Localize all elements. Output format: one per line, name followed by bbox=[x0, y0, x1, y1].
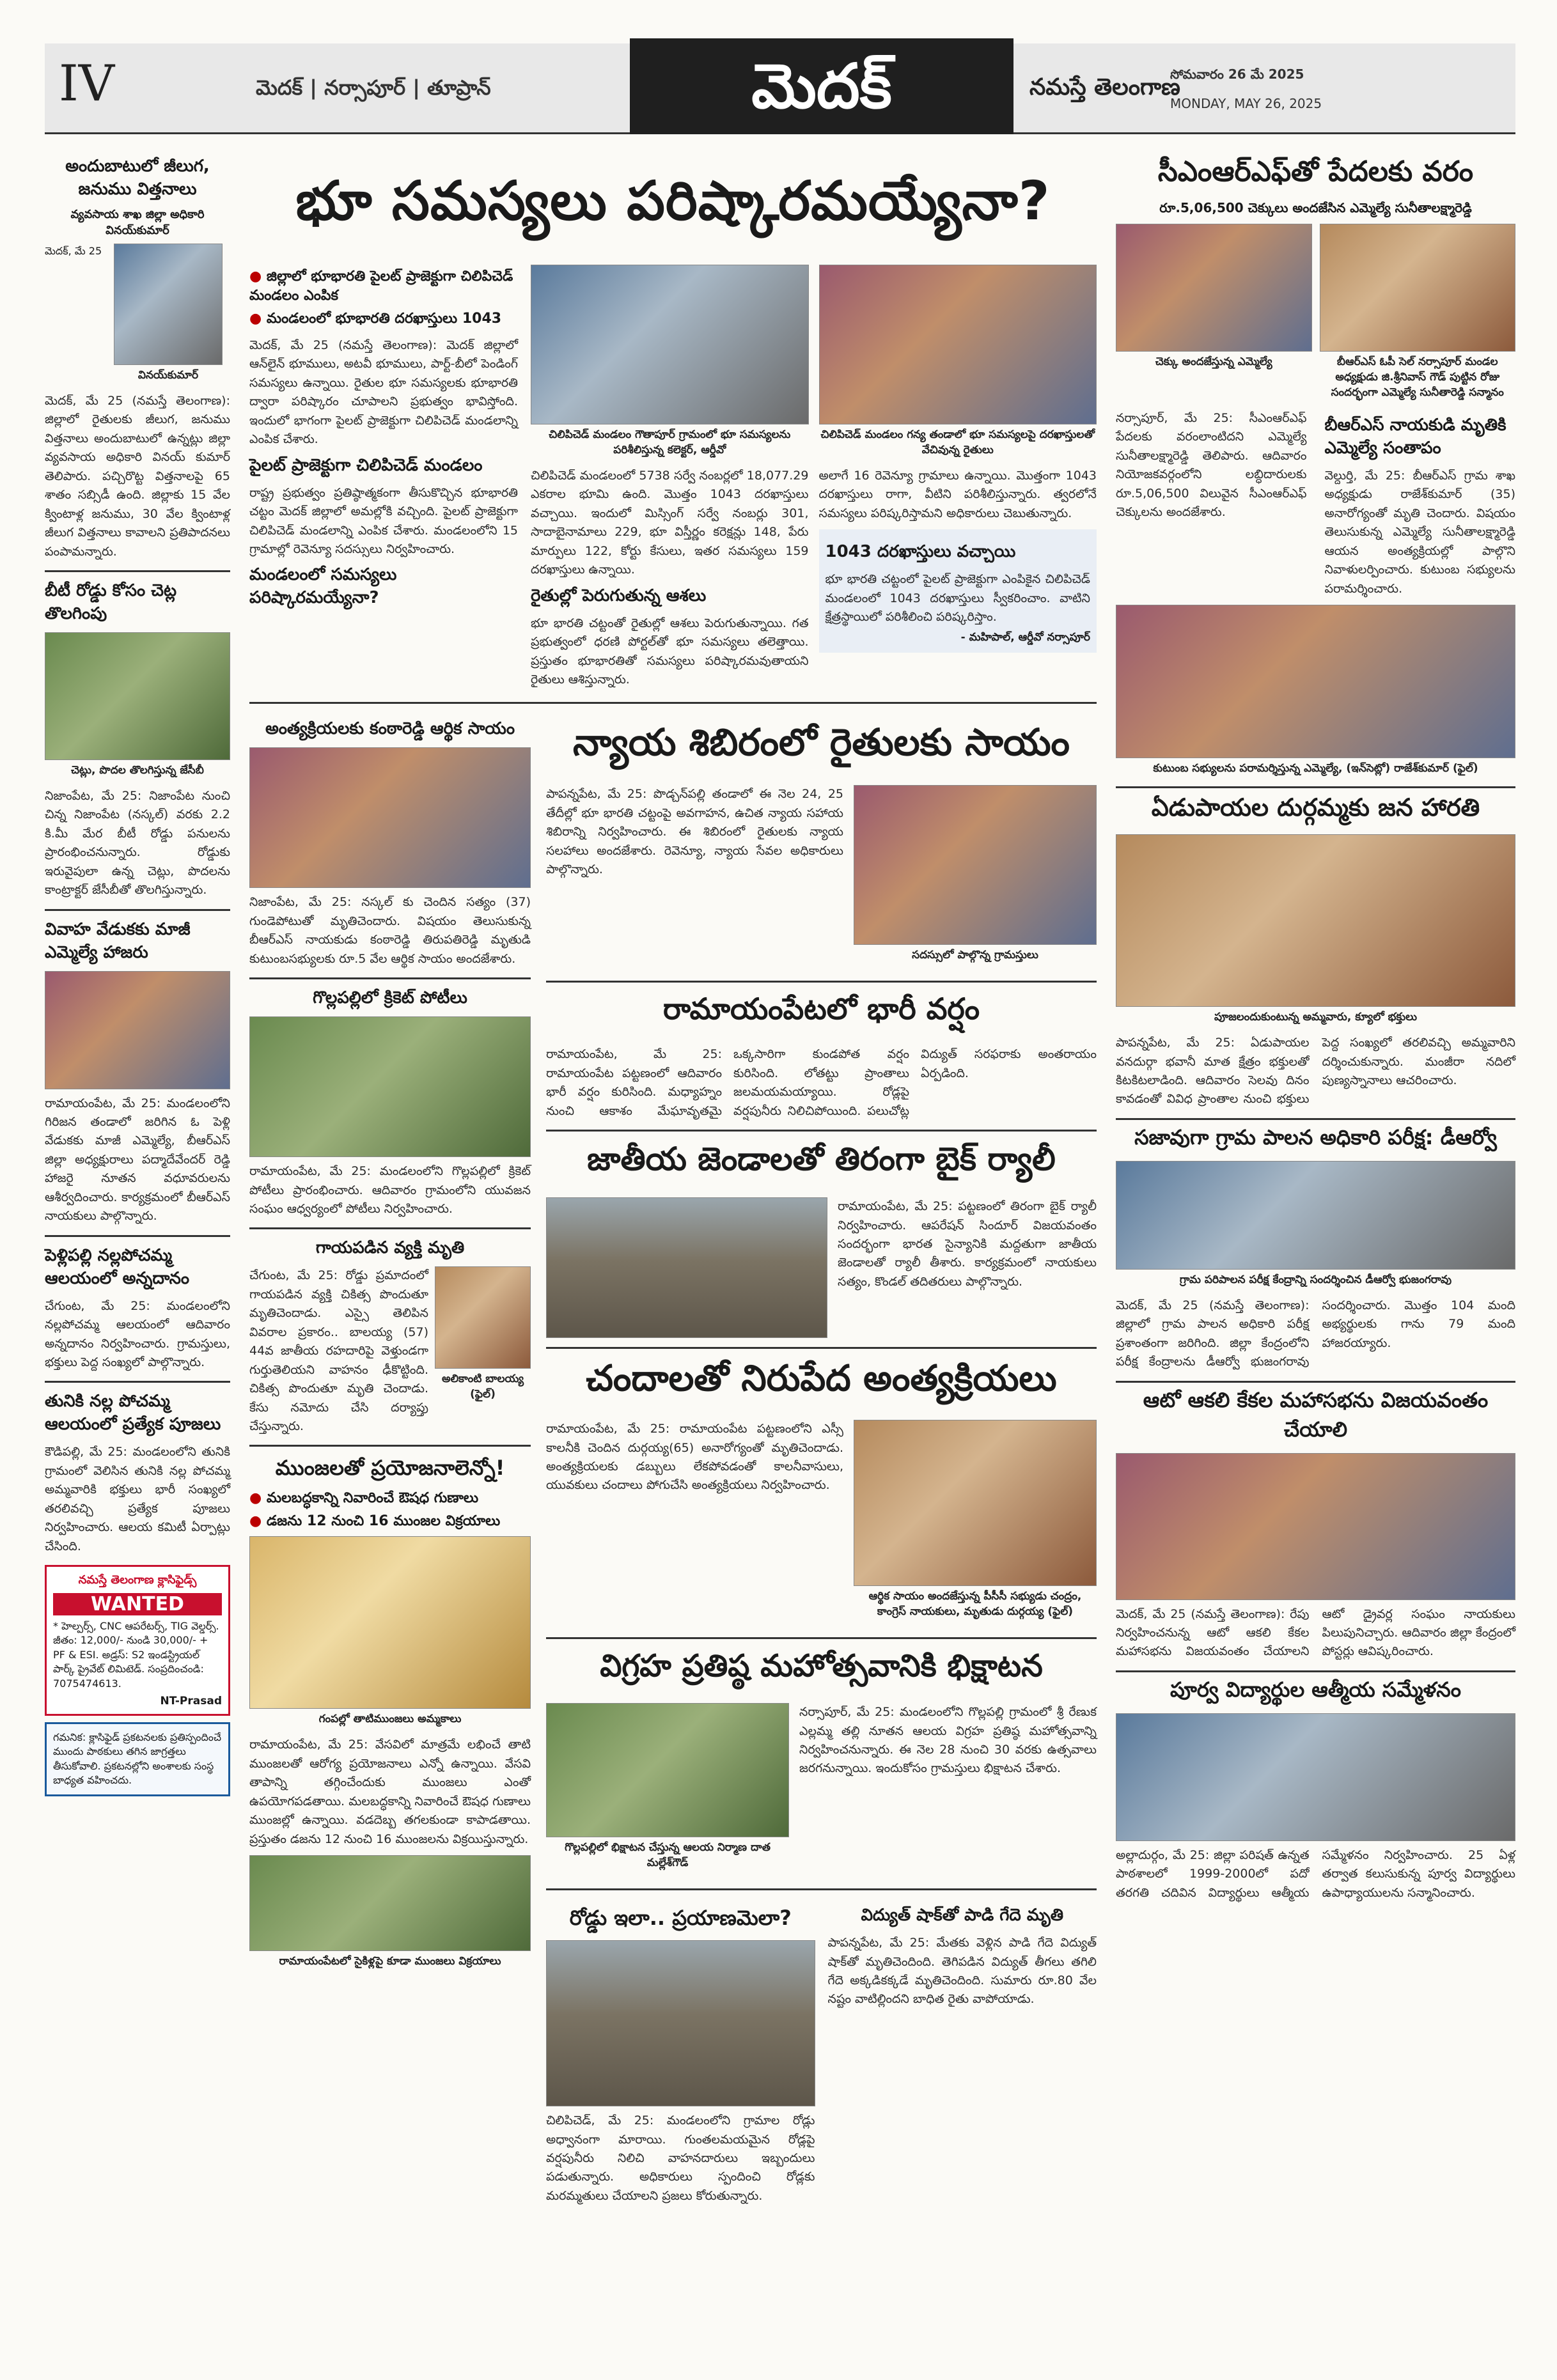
victim-photo bbox=[435, 1266, 531, 1369]
right-column bbox=[1116, 150, 1515, 1902]
rain-body: రామాయంపేట, మే 25: రామాయంపేట పట్టణంలో ఆదివారం భారీ వర్షం కురిసింది. మధ్యాహ్నం నుంచి ఆకాశం మేఘావృతమై ఒక్కసారిగా కుండపోత వర్షం కురిసింది. లోతట్టు ప్రాంతాలు జలమయమయ్యాయి. రోడ్లపై వర్షపునీరు నిలిచిపోయింది. పలుచోట్ల విద్యుత్ సరఫరాకు అంతరాయం ఏర్పడింది. bbox=[546, 1047, 1097, 1118]
seeds-subhead: వ్యవసాయ శాఖ జిల్లా అధికారి వినయ్‌కుమార్ bbox=[70, 208, 205, 237]
cricket-headline: గొల్లపల్లిలో క్రికెట్ పోటీలు bbox=[313, 988, 467, 1008]
classified-brand: నమస్తే తెలంగాణ క్లాసిఫైడ్స్ bbox=[78, 1573, 197, 1587]
farmers-caption: చిలిపిచెడ్ మండలం గన్య తండాలో భూ సమస్యలపై దరఖాస్తులతో వేచివున్న రైతులు bbox=[820, 428, 1095, 456]
officer-caption: వినయ్‌కుమార్ bbox=[137, 369, 199, 382]
condolence-body: వెల్దుర్తి, మే 25: బీఆర్‌ఎస్ గ్రామ శాఖ అధ్యక్షుడు రాజేశ్‌కుమార్ (35) అనారోగ్యంతో మృతి చెందారు. విషయం తెలుసుకున్న ఎమ్మెల్యే సునీతాలక్ష్మారెడ్డి ఆయన అంత్యక్రియల్లో పాల్గొని నివాళులర్పించారు. కుటుంబ సభ్యులను పరామర్శించారు. bbox=[1324, 469, 1515, 596]
quote-body: భూ భారతి చట్టంలో పైలట్ ప్రాజెక్టుగా ఎంపికైన చిలిపిచెడ్ మండలంలో 1043 దరఖాస్తులు స్వీకరించాం. వాటిని క్షేత్రస్థాయిలో పరిశీలించి పరిష్కరిస్తాం. bbox=[825, 572, 1090, 625]
road-headline: రోడ్డు ఇలా.. ప్రయాణమెలా? bbox=[569, 1906, 792, 1931]
condolence-caption: కుటుంబ సభ్యులను పరామర్శిస్తున్న ఎమ్మెల్యే, (ఇన్‌సెట్లో) రాజేశ్‌కుమార్ (ఫైల్) bbox=[1153, 762, 1478, 775]
auto-headline: ఆటో ఆకలి కేకల మహాసభను విజయవంతం చేయాలి bbox=[1116, 1381, 1515, 1447]
cmrf-headline: సీఎంఆర్‌ఎఫ్‌తో పేదలకు వరం bbox=[1157, 155, 1474, 188]
shock-body: పాపన్నపేట, మే 25: మేతకు వెళ్లిన పాడి గేదె విద్యుత్ షాక్‌తో మృతిచెందింది. తెగిపడిన విద్యుత్ తీగలు తగిలి గేదె అక్కడికక్కడే మృతిచెందింది. సుమారు రూ.80 వేల నష్టం వాటిల్లిందని బాధిత రైతు వాపోయాడు. bbox=[827, 1936, 1097, 2007]
hopes-subhead: రైతుల్లో పెరుగుతున్న ఆశలు bbox=[531, 586, 707, 605]
temple-photo bbox=[546, 1703, 789, 1837]
rain-headline: రామాయంపేటలో భారీ వర్షం bbox=[662, 992, 980, 1027]
alumni-headline: పూర్వ విద్యార్థుల ఆత్మీయ సమ్మేళనం bbox=[1116, 1670, 1515, 1707]
exam-body: మెదక్, మే 25 (నమస్తే తెలంగాణ): జిల్లాలో గ్రామ పాలన అధికారి పరీక్ష ప్రశాంతంగా జరిగింది. జిల్లా కేంద్రంలోని పరీక్ష కేంద్రాలను డీఆర్వో భుజంగరావు సందర్శించారు. మొత్తం 104 మంది అభ్యర్థులకు గాను 79 మంది హాజరయ్యారు. bbox=[1116, 1298, 1515, 1369]
seeds-body: మెదక్, మే 25 (నమస్తే తెలంగాణ): జిల్లాలో రైతులకు జీలుగ, జనుము విత్తనాలు అందుబాటులో ఉన్నట్లు జిల్లా వ్యవసాయ అధికారి వినయ్ కుమార్ తెలిపారు. పచ్చిరొట్ట విత్తనాలపై 65 శాతం సబ్సిడీ ఉంది. జిల్లాకు 15 వేల క్వింటాళ్ల జనుము, 30 వేల క్వింటాళ్ల జీలుగ విత్తనాలు కావాలని ప్రతిపాదనలు పంపామన్నారు. bbox=[45, 394, 230, 559]
funeral-aid-body: నిజాంపేట, మే 25: నస్కల్ కు చెందిన సత్యం (37) గుండెపోటుతో మృతిచెందారు. విషయం తెలుసుకున్న బీఆర్‌ఎస్ నాయకుడు కంఠారెడ్డి తిరుపతిరెడ్డి మృతుడి కుటుంబసభ్యులకు రూ.5 వేల ఆర్థిక సాయం అందజేశారు. bbox=[249, 895, 531, 966]
cricket-photo bbox=[249, 1016, 531, 1157]
condolence-headline: బీఆర్‌ఎస్ నాయకుడి మృతికి ఎమ్మెల్యే సంతాపం bbox=[1324, 416, 1506, 458]
brand-logo: నమస్తే తెలంగాణ bbox=[1029, 74, 1180, 100]
durgamma-photo bbox=[1116, 834, 1515, 1007]
poor-funeral-body: రామాయంపేట, మే 25: రామాయంపేట పట్టణంలోని ఎస్సీ కాలనీకి చెందిన దుర్గయ్య(65) అనారోగ్యంతో మృతిచెందాడు. అంత్యక్రియలకు డబ్బులు లేకపోవడంతో కాలనీవాసులు, యువకులు చందాలు పోగుచేసి అంత్యక్రియలు నిర్వహించారు. bbox=[546, 1422, 843, 1493]
cmrf-caption-1: చెక్కు అందజేస్తున్న ఎమ్మెల్యే bbox=[1155, 355, 1272, 368]
masthead bbox=[45, 43, 1515, 134]
seeds-body-intro: మెదక్, మే 25 bbox=[45, 245, 102, 257]
wedding-headline: వివాహ వేడుకకు మాజీ ఎమ్మెల్యే హాజరు bbox=[45, 919, 191, 962]
pochamma-headline: తునికి నల్ల పోచమ్మ ఆలయంలో ప్రత్యేక పూజలు bbox=[45, 1392, 221, 1435]
pilot-body: రాష్ట్ర ప్రభుత్వం ప్రతిష్ఠాత్మకంగా తీసుకొచ్చిన భూభారతి చట్టం మెదక్ జిల్లాలో అమల్లోకి వచ్చింది. పైలట్ ప్రాజెక్టుగా చిలిపిచెడ్ మండలాన్ని ఎంపిక చేశారు. మండలంలోని 15 గ్రామాల్లో రెవెన్యూ సదస్సులు నిర్వహించారు. bbox=[249, 485, 518, 556]
left-column bbox=[45, 150, 230, 1796]
exam-headline: సజావుగా గ్రామ పాలన అధికారి పరీక్ష: డీఆర్వో bbox=[1116, 1118, 1515, 1155]
date-english: MONDAY, MAY 26, 2025 bbox=[1170, 96, 1322, 111]
durgamma-caption: పూజలందుకుంటున్న అమ్మవారు, క్యూలో భక్తులు bbox=[1214, 1011, 1418, 1024]
temple-body: నర్సాపూర్, మే 25: మండలంలోని గొల్లపల్లి గ్రామంలో శ్రీ రేణుక ఎల్లమ్మ తల్లి నూతన ఆలయ విగ్రహ ప్రతిష్ఠ మహోత్సవాన్ని నిర్వహించనున్నారు. ఈ నెల 28 నుంచి 30 వరకు ఉత్సవాలు జరగనున్నాయి. ఇందుకోసం గ్రామస్తులు భిక్షాటన చేశారు. bbox=[799, 1705, 1097, 1776]
page-number: IV bbox=[59, 55, 115, 113]
rally-body: రామాయంపేట, మే 25: పట్టణంలో తిరంగా బైక్ ర్యాలీ నిర్వహించారు. ఆపరేషన్ సిందూర్ విజయవంతం సందర్భంగా భారత సైన్యానికి మద్దతుగా జాతీయ జెండాలతో ర్యాలీ తీశారు. కార్యక్రమంలో నాయకులు సత్యం, కొండల్ తదితరులు పాల్గొన్నారు. bbox=[838, 1199, 1097, 1289]
munjal-bullet-2: ● డజను 12 నుంచి 16 ముంజల విక్రయాలు bbox=[249, 1513, 531, 1532]
munjal-headline: ముంజలతో ప్రయోజనాలెన్నో! bbox=[275, 1456, 505, 1481]
poor-funeral-headline: చందాలతో నిరుపేద అంత్యక్రియలు bbox=[586, 1358, 1057, 1400]
cmrf-caption-2: బీఆర్‌ఎస్ ఓపీ సెల్ నర్సాపూర్ మండల అధ్యక్షుడు జి.శ్రీనివాస్ గౌడ్ పుట్టిన రోజు సందర్భంగా ఎమ్మెల్యే సునీతారెడ్డి సన్మానం bbox=[1331, 355, 1504, 399]
shock-headline: విద్యుత్ షాక్‌తో పాడి గేదె మృతి bbox=[861, 1906, 1064, 1925]
munjal-cycle-photo bbox=[249, 1855, 531, 1951]
seeds-headline: అందుబాటులో జీలుగ, జనుము విత్తనాలు bbox=[65, 157, 210, 199]
rally-photo bbox=[546, 1197, 827, 1338]
wedding-body: రామాయంపేట, మే 25: మండలంలోని గిరిజన తండాలో జరిగిన ఓ పెళ్లి వేడుకకు మాజీ ఎమ్మెల్యే, బీఆర్‌ఎస్ జిల్లా అధ్యక్షురాలు పద్మాదేవేందర్ రెడ్డి హాజరై నూతన వధూవరులను ఆశీర్వదించారు. కార్యక్రమంలో బీఆర్‌ఎస్ నాయకులు పాల్గొన్నారు. bbox=[45, 1096, 230, 1224]
classified-credit: NT-Prasad bbox=[160, 1694, 222, 1707]
cricket-body: రామాయంపేట, మే 25: మండలంలోని గొల్లపల్లిలో క్రికెట్ పోటీలు ప్రారంభించారు. ఆదివారం గ్రామంలోని యువజన సంఘం ఆధ్వర్యంలో పోటీలు నిర్వహించారు. bbox=[249, 1164, 531, 1216]
district-title: మెదక్ bbox=[630, 38, 1013, 134]
munjal-caption-2: రామాయంపేటలో సైకిళ్లపై కూడా ముంజలు విక్రయాలు bbox=[279, 1955, 501, 1968]
temple-caption: గొల్లపల్లిలో భిక్షాటన చేస్తున్న ఆలయ నిర్మాణ దాత మల్లేశ్‌గౌడ్ bbox=[565, 1841, 771, 1870]
victim-caption: అలికాంటి బాలయ్య (ఫైల్) bbox=[441, 1373, 524, 1401]
alumni-body: అల్లాదుర్గం, మే 25: జిల్లా పరిషత్ ఉన్నత పాఠశాలలో 1999-2000లో పదో తరగతి చదివిన విద్యార్థులు ఆత్మీయ సమ్మేళనం నిర్వహించారు. 25 ఏళ్ల తర్వాత కలుసుకున్న పూర్వ విద్యార్థులు ఉపాధ్యాయులను సన్మానించారు. bbox=[1116, 1847, 1515, 1900]
wanted-banner: WANTED bbox=[53, 1593, 222, 1615]
rally-headline: జాతీయ జెండాలతో తిరంగా బైక్ ర్యాలీ bbox=[587, 1140, 1056, 1178]
farmers-photo bbox=[819, 265, 1097, 424]
pochamma-body: కౌడిపల్లి, మే 25: మండలంలోని తునికి గ్రామంలో వెలిసిన తునికి నల్ల పోచమ్మ అమ్మవారికి భక్తులు భారీ సంఖ్యలో తరలివచ్చి ప్రత్యేక పూజలు నిర్వహించారు. ఆలయ కమిటీ ఏర్పాట్లు చేసింది. bbox=[45, 1445, 230, 1553]
quote-box bbox=[819, 529, 1097, 652]
camp-headline: న్యాయ శిబిరంలో రైతులకు సాయం bbox=[573, 720, 1070, 765]
auto-body: మెదక్, మే 25 (నమస్తే తెలంగాణ): రేపు నిర్వహించనున్న ఆటో ఆకలి కేకల మహాసభను విజయవంతం చేయాలని ఆటో డ్రైవర్ల సంఘం నాయకులు పిలుపునిచ్చారు. ఆదివారం జిల్లా కేంద్రంలో పోస్టర్లు ఆవిష్కరించారు. bbox=[1116, 1606, 1515, 1659]
mandal-subhead: మండలంలో సమస్యలు పరిష్కారమయ్యేనా? bbox=[249, 565, 397, 608]
collector-photo bbox=[531, 265, 809, 424]
lead-intro: మెదక్, మే 25 (నమస్తే తెలంగాణ): మెదక్ జిల్లాలో ఆన్‌లైన్ భూములు, అటవీ భూములు, పార్ట్-బీలో పెండింగ్ సమస్యలు ఉన్నాయి. రైతుల భూ సమస్యలకు భూభారతి ద్వారా పరిష్కారం చూపాలని ప్రభుత్వం భావిస్తోంది. ఇందులో భాగంగా పైలట్ ప్రాజెక్టుగా చిలిపిచెడ్ మండలాన్ని ఎంపిక చేశారు. bbox=[249, 338, 518, 447]
trees-headline: బీటీ రోడ్డు కోసం చెట్ల తొలగింపు bbox=[45, 580, 177, 623]
poor-funeral-caption: ఆర్థిక సాయం అందజేస్తున్న పీసీసీ సభ్యుడు చంద్రం, కాంగ్రెస్ నాయకులు, మృతుడు దుర్గయ్య (ఫైల్) bbox=[868, 1590, 1082, 1619]
exam-caption: గ్రామ పరిపాలన పరీక్ష కేంద్రాన్ని సందర్శించిన డీఆర్వో భుజంగరావు bbox=[1179, 1273, 1452, 1286]
classified-ad bbox=[45, 1565, 230, 1716]
cmrf-body: నర్సాపూర్, మే 25: సీఎంఆర్‌ఎఫ్ పేదలకు వరంలాంటిదని ఎమ్మెల్యే సునీతాలక్ష్మారెడ్డి తెలిపారు. ఆదివారం నియోజకవర్గంలోని లబ్ధిదారులకు రూ.5,06,500 విలువైన సీఎంఆర్‌ఎఫ్ చెక్కులను అందజేశారు. bbox=[1116, 411, 1307, 520]
cmrf-subhead: రూ.5,06,500 చెక్కులు అందజేసిన ఎమ్మెల్యే సునీతాలక్ష్మారెడ్డి bbox=[1159, 200, 1472, 215]
collector-caption: చిలిపిచెడ్ మండలం గౌతాపూర్ గ్రామంలో భూ సమస్యలను పరిశీలిస్తున్న కలెక్టర్, ఆర్డీవో bbox=[549, 428, 791, 456]
camp-caption: సదస్సులో పాల్గొన్న గ్రామస్తులు bbox=[912, 949, 1038, 962]
condolence-photo bbox=[1116, 605, 1515, 758]
edition-label: మెదక్ | నర్సాపూర్ | తూప్రాన్ bbox=[256, 75, 491, 100]
munjal-caption-1: గంపల్లో తాటిముంజలు అమ్మకాలు bbox=[318, 1713, 462, 1726]
death-headline: గాయపడిన వ్యక్తి మృతి bbox=[315, 1238, 465, 1258]
munjal-photo bbox=[249, 1536, 531, 1709]
annadanam-body: చేగుంట, మే 25: మండలంలోని నల్లపోచమ్మ ఆలయంలో ఆదివారం అన్నదానం నిర్వహించారు. గ్రామస్తులు, భక్తులు పెద్ద సంఖ్యలో పాల్గొన్నారు. bbox=[45, 1298, 230, 1369]
jcb-caption: చెట్లు, పొదల తొలగిస్తున్న జేసీబీ bbox=[71, 763, 204, 777]
durgamma-body: పాపన్నపేట, మే 25: ఏడుపాయల వనదుర్గా భవానీ మాత క్షేత్రం భక్తులతో కిటకిటలాడింది. ఆదివారం సెలవు దినం కావడంతో వివిధ ప్రాంతాల నుంచి భక్తులు పెద్ద సంఖ్యలో తరలివచ్చి అమ్మవారిని దర్శించుకున్నారు. మంజీరా నదిలో పుణ్యస్నానాలు ఆచరించారు. bbox=[1116, 1036, 1515, 1107]
trees-body: నిజాంపేట, మే 25: నిజాంపేట నుంచి చిన్న నిజాంపేట (నస్కల్) వరకు 2.2 కి.మీ మేర బీటీ రోడ్డు పనులను ప్రారంభించనున్నారు. రోడ్డుకు ఇరువైపులా ఉన్న చెట్లు, పొదలను కాంట్రాక్టర్ జేసీబీతో తొలగిస్తున్నారు. bbox=[45, 788, 230, 898]
quote-title: 1043 దరఖాస్తులు వచ్చాయి bbox=[825, 542, 1016, 562]
death-body: చేగుంట, మే 25: రోడ్డు ప్రమాదంలో గాయపడిన వ్యక్తి చికిత్స పొందుతూ మృతిచెందాడు. ఎస్సై తెలిపిన వివరాల ప్రకారం.. బాలయ్య (57) 44వ జాతీయ రహదారిపై వెళ్తుండగా గుర్తుతెలియని వాహనం ఢీకొట్టింది. చికిత్స పొందుతూ మృతి చెందాడు. కేసు నమోదు చేసి దర్యాప్తు చేస్తున్నారు. bbox=[249, 1268, 428, 1433]
poor-funeral-photo bbox=[854, 1420, 1097, 1586]
funeral-aid-headline: అంత్యక్రియలకు కంఠారెడ్డి ఆర్థిక సాయం bbox=[265, 719, 515, 739]
disclaimer-ad: గమనిక: క్లాసిఫైడ్ ప్రకటనలకు ప్రతిస్పందించే ముందు పాఠకులు తగిన జాగ్రత్తలు తీసుకోవాలి. ప్రకటనల్లోని అంశాలకు సంస్థ బాధ్యత వహించదు. bbox=[45, 1722, 230, 1796]
camp-photo bbox=[854, 785, 1097, 945]
alumni-photo bbox=[1116, 1713, 1515, 1841]
lead-bullet-2: ● మండలంలో భూభారతి దరఖాస్తులు 1043 bbox=[249, 311, 518, 330]
road-body: చిలిపిచెడ్, మే 25: మండలంలోని గ్రామాల రోడ్లు అధ్వానంగా మారాయి. గుంతలమయమైన రోడ్లపై వర్షపునీరు నిలిచి వాహనదారులు ఇబ్బందులు పడుతున్నారు. అధికారులు స్పందించి రోడ్లకు మరమ్మతులు చేయాలని ప్రజలు కోరుతున్నారు. bbox=[546, 2113, 815, 2203]
officer-photo bbox=[114, 244, 223, 365]
temple-headline: విగ్రహ ప్రతిష్ఠ మహోత్సవానికి భిక్షాటన bbox=[600, 1648, 1043, 1684]
main-headline: భూ సమస్యలు పరిష్కారమయ్యేనా? bbox=[295, 169, 1051, 232]
mandal-body: చిలిపిచెడ్ మండలంలో 5738 సర్వే నంబర్లలో 18,077.29 ఎకరాల భూమి ఉంది. మొత్తం 1043 దరఖాస్తులు వచ్చాయి. ఇందులో మిస్సింగ్ సర్వే నంబర్లు 301, సాదాబైనామాలు 229, భూ విస్తీర్ణం కరెక్షన్లు 148, పేరు మార్పులు 122, కోర్టు కేసులు, ఇతర సమస్యలు 159 దరఖాస్తులు ఉన్నాయి. bbox=[531, 469, 809, 577]
pilot-subhead: పైలట్ ప్రాజెక్టుగా చిలిపిచెడ్ మండలం bbox=[249, 455, 483, 475]
munjal-body: రామాయంపేట, మే 25: వేసవిలో మాత్రమే లభించే తాటి ముంజలతో ఆరోగ్య ప్రయోజనాలు ఎన్నో ఉన్నాయి. వేసవి తాపాన్ని తగ్గించేందుకు ముంజలు ఎంతో ఉపయోగపడతాయి. మలబద్ధకాన్ని నివారించే ఔషధ గుణాలు ముంజల్లో ఉన్నాయి. వడదెబ్బ తగలకుండా కాపాడతాయి. ప్రస్తుతం డజను 12 నుంచి 16 ముంజలను విక్రయిస్తున్నారు. bbox=[249, 1738, 531, 1846]
middle-column bbox=[249, 150, 1097, 2205]
funeral-aid-photo bbox=[249, 747, 531, 888]
hopes-body: భూ భారతి చట్టంతో రైతుల్లో ఆశలు పెరుగుతున్నాయి. గత ప్రభుత్వంలో ధరణి పోర్టల్‌తో భూ సమస్యలు తలెత్తాయి. ప్రస్తుతం భూభారతితో సమస్యలు పరిష్కారమవుతాయని రైతులు ఆశిస్తున్నారు. bbox=[531, 616, 809, 687]
quote-credit: - మహిపాల్, ఆర్డీవో నర్సాపూర్ bbox=[960, 630, 1090, 644]
date-telugu: సోమవారం 26 మే 2025 bbox=[1170, 66, 1304, 82]
camp-body: పాపన్నపేట, మే 25: పొడ్చన్‌పల్లి తండాలో ఈ నెల 24, 25 తేదీల్లో భూ భారతి చట్టంపై అవగాహన, ఉచిత న్యాయ సహాయ శిబిరాన్ని నిర్వహించారు. ఈ శిబిరంలో రైతులకు న్యాయ సలహాలు అందజేశారు. రెవెన్యూ, న్యాయ సేవల అధికారులు పాల్గొన్నారు. bbox=[546, 787, 843, 877]
munjal-bullet-1: ● మలబద్ధకాన్ని నివారించే ఔషధ గుణాలు bbox=[249, 1490, 531, 1509]
road-photo bbox=[546, 1940, 815, 2106]
applications-body: అలాగే 16 రెవెన్యూ గ్రామాలు ఉన్నాయి. మొత్తంగా 1043 దరఖాస్తులు రాగా, వీటిని పరిశీలిస్తున్నారు. త్వరలోనే సమస్యలు పరిష్కరిస్తామని అధికారులు చెబుతున్నారు. bbox=[818, 469, 1097, 520]
auto-photo bbox=[1116, 1453, 1515, 1600]
cmrf-photo-1 bbox=[1116, 224, 1312, 352]
wedding-photo bbox=[45, 971, 230, 1089]
classified-body: * హెల్పర్స్, CNC ఆపరేటర్స్, TIG వెల్డర్స్. జీతం: 12,000/- నుండి 30,000/- + PF & ESI. అడ్రస్: S2 ఇండస్ట్రియల్ పార్క్ ప్రైవేట్ లిమిటెడ్. సంప్రదించండి: 7075474613. bbox=[53, 1620, 219, 1690]
jcb-photo bbox=[45, 632, 230, 760]
annadanam-headline: పెళ్లిపల్లి నల్లపోచమ్మ ఆలయంలో అన్నదానం bbox=[45, 1245, 190, 1288]
cmrf-photo-2 bbox=[1320, 224, 1516, 352]
lead-bullet-1: ● జిల్లాలో భూభారతి పైలట్ ప్రాజెక్టుగా చిలిపిచెడ్ మండలం ఎంపిక bbox=[249, 268, 518, 307]
exam-photo bbox=[1116, 1161, 1515, 1270]
durgamma-headline: ఏడుపాయల దుర్గమ్మకు జన హారతి bbox=[1116, 786, 1515, 828]
